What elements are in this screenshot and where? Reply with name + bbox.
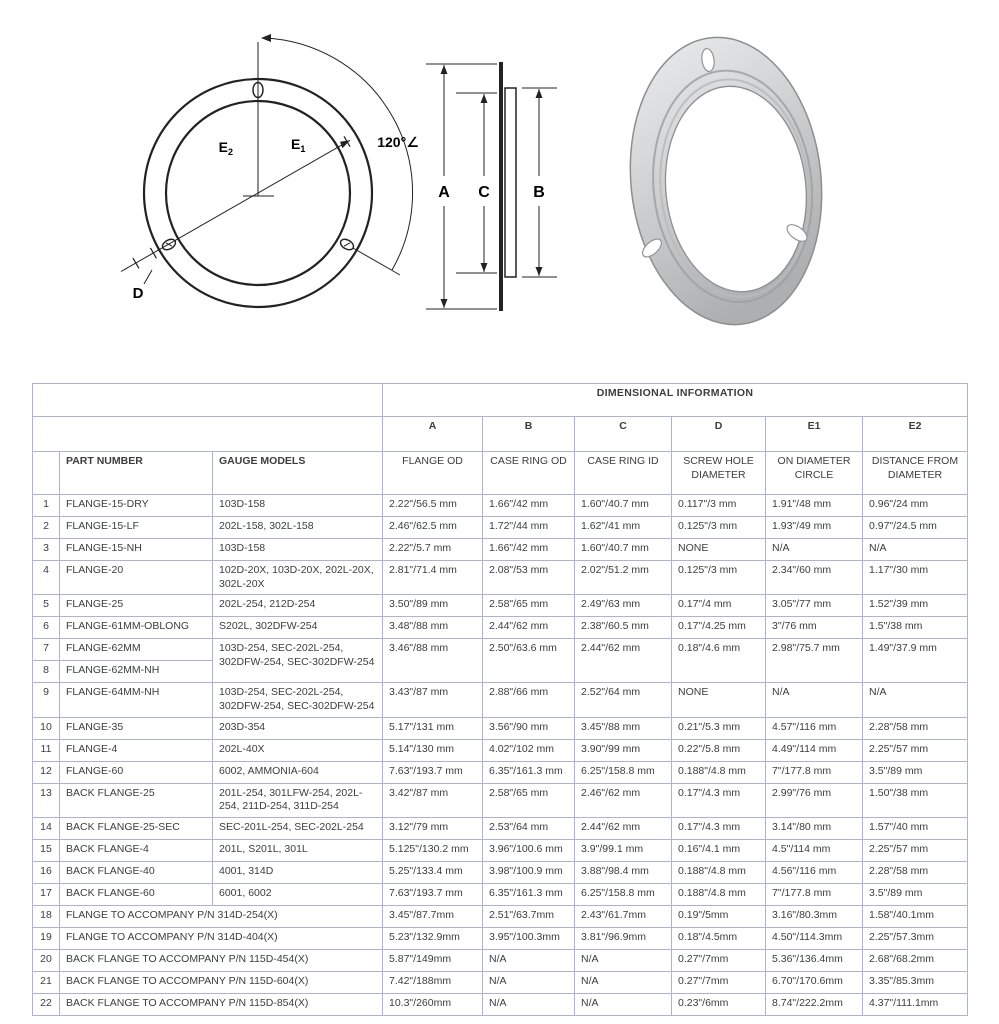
dim-b-cell: 3.98"/100.9 mm — [483, 861, 575, 883]
col-desc-c: CASE RING ID — [575, 452, 672, 495]
dim-d-cell: 0.17"/4 mm — [672, 595, 766, 617]
dim-e2-cell: 2.28"/58 mm — [863, 861, 968, 883]
table-row — [33, 495, 968, 517]
dim-c-cell: 2.46"/62 mm — [575, 783, 672, 817]
row-number-cell: 6 — [33, 617, 60, 639]
flange-side-view — [426, 62, 557, 311]
col-desc-a: FLANGE OD — [383, 452, 483, 495]
gauge-models-cell: 103D-254, SEC-202L-254, 302DFW-254, SEC-302DFW-254 — [213, 683, 383, 717]
table-row — [33, 783, 968, 817]
dim-a-cell: 5.23"/132.9mm — [383, 927, 483, 949]
row-number-cell: 5 — [33, 595, 60, 617]
dim-c-cell: 1.62"/41 mm — [575, 517, 672, 539]
dim-d-cell: NONE — [672, 683, 766, 717]
dim-c-cell: 2.44"/62 mm — [575, 639, 672, 683]
gauge-models-cell: 6001, 6002 — [213, 883, 383, 905]
dim-d-cell: 0.188"/4.8 mm — [672, 761, 766, 783]
dim-a-cell: 5.25"/133.4 mm — [383, 861, 483, 883]
part-number-cell: BACK FLANGE TO ACCOMPANY P/N 115D-604(X) — [60, 971, 383, 993]
dim-e1-cell: 3"/76 mm — [766, 617, 863, 639]
dim-c-cell: 3.88"/98.4 mm — [575, 861, 672, 883]
dim-a-cell: 3.50"/89 mm — [383, 595, 483, 617]
dim-c-cell: 2.44"/62 mm — [575, 817, 672, 839]
row-number-cell: 14 — [33, 817, 60, 839]
gauge-models-cell: 201L-254, 301LFW-254, 202L-254, 211D-254, 311D-254 — [213, 783, 383, 817]
dim-label-e1: $E_1$ — [291, 136, 306, 154]
dim-e1-cell: 2.34"/60 mm — [766, 561, 863, 595]
dim-a-cell: 3.12"/79 mm — [383, 817, 483, 839]
table-row — [33, 839, 968, 861]
col-desc-d: SCREW HOLE DIAMETER — [672, 452, 766, 495]
dim-d-cell: 0.27"/7mm — [672, 971, 766, 993]
dim-b-cell: 2.58"/65 mm — [483, 783, 575, 817]
row-number-cell: 22 — [33, 993, 60, 1015]
part-number-cell: FLANGE-20 — [60, 561, 213, 595]
row-number-cell: 17 — [33, 883, 60, 905]
col-letter-b: B — [483, 417, 575, 452]
dim-d-cell: 0.27"/7mm — [672, 949, 766, 971]
gauge-models-header: GAUGE MODELS — [213, 452, 383, 495]
dim-d-cell: 0.18"/4.5mm — [672, 927, 766, 949]
dim-d-cell: 0.117"/3 mm — [672, 495, 766, 517]
dim-b-cell: 4.02"/102 mm — [483, 739, 575, 761]
dim-a-cell: 2.81"/71.4 mm — [383, 561, 483, 595]
part-number-cell: BACK FLANGE-40 — [60, 861, 213, 883]
part-number-cell: BACK FLANGE-4 — [60, 839, 213, 861]
part-number-cell: FLANGE TO ACCOMPANY P/N 314D-254(X) — [60, 905, 383, 927]
dim-e2-cell: 1.49"/37.9 mm — [863, 639, 968, 683]
dim-c-cell: 6.25"/158.8 mm — [575, 761, 672, 783]
dim-a-cell: 10.3"/260mm — [383, 993, 483, 1015]
dim-b-cell: 2.53"/64 mm — [483, 817, 575, 839]
dim-a-cell: 5.17"/131 mm — [383, 717, 483, 739]
dim-c-cell: 3.45"/88 mm — [575, 717, 672, 739]
gauge-models-cell: 201L, S201L, 301L — [213, 839, 383, 861]
dim-a-cell: 5.14"/130 mm — [383, 739, 483, 761]
dim-e2-cell: 3.5"/89 mm — [863, 883, 968, 905]
row-number-cell: 8 — [33, 661, 60, 683]
dim-e1-cell: 6.70"/170.6mm — [766, 971, 863, 993]
dim-d-cell: 0.125"/3 mm — [672, 517, 766, 539]
dim-e1-cell: 4.50"/114.3mm — [766, 927, 863, 949]
gauge-models-cell: 103D-254, SEC-202L-254, 302DFW-254, SEC-302DFW-254 — [213, 639, 383, 683]
dim-label-b: B — [533, 184, 545, 201]
gauge-models-cell: SEC-201L-254, SEC-202L-254 — [213, 817, 383, 839]
col-letter-e2: E2 — [863, 417, 968, 452]
dim-a-cell: 3.43"/87 mm — [383, 683, 483, 717]
gauge-models-cell: 103D-158 — [213, 539, 383, 561]
gauge-models-cell: 103D-158 — [213, 495, 383, 517]
part-number-cell: FLANGE-61MM-OBLONG — [60, 617, 213, 639]
dim-label-d: D — [132, 285, 144, 302]
row-number-cell: 12 — [33, 761, 60, 783]
table-row — [33, 683, 968, 717]
dim-b-cell: 1.66"/42 mm — [483, 495, 575, 517]
dimensional-information-table — [32, 383, 968, 1016]
gauge-models-cell: 6002, AMMONIA-604 — [213, 761, 383, 783]
dim-e1-cell: 8.74"/222.2mm — [766, 993, 863, 1015]
dim-b-cell: 6.35"/161.3 mm — [483, 883, 575, 905]
dim-b-cell: 3.96"/100.6 mm — [483, 839, 575, 861]
part-number-cell: FLANGE-64MM-NH — [60, 683, 213, 717]
dim-b-cell: N/A — [483, 993, 575, 1015]
row-number-cell: 18 — [33, 905, 60, 927]
dimension-table-body — [33, 495, 968, 1016]
table-row — [33, 927, 968, 949]
part-number-cell: FLANGE-35 — [60, 717, 213, 739]
dim-c-cell: 2.49"/63 mm — [575, 595, 672, 617]
dim-c-cell: 3.81"/96.9mm — [575, 927, 672, 949]
dim-a-cell: 3.46"/88 mm — [383, 639, 483, 683]
dim-e1-cell: N/A — [766, 683, 863, 717]
row-number-cell: 1 — [33, 495, 60, 517]
dim-b-cell: 2.08"/53 mm — [483, 561, 575, 595]
dim-d-cell: 0.188"/4.8 mm — [672, 861, 766, 883]
dim-e1-cell: 5.36"/136.4mm — [766, 949, 863, 971]
part-number-cell: FLANGE-15-LF — [60, 517, 213, 539]
gauge-models-cell: 4001, 314D — [213, 861, 383, 883]
row-number-cell: 11 — [33, 739, 60, 761]
dim-e2-cell: 1.17"/30 mm — [863, 561, 968, 595]
dim-label-e2: $E_2$ — [218, 139, 233, 157]
dim-d-cell: 0.21"/5.3 mm — [672, 717, 766, 739]
dim-a-cell: 5.87"/149mm — [383, 949, 483, 971]
dim-a-cell: 3.48"/88 mm — [383, 617, 483, 639]
dim-e2-cell: 2.28"/58 mm — [863, 717, 968, 739]
dim-e2-cell: 4.37"/111.1mm — [863, 993, 968, 1015]
dim-b-cell: N/A — [483, 971, 575, 993]
part-number-cell: FLANGE-60 — [60, 761, 213, 783]
dim-d-cell: 0.17"/4.25 mm — [672, 617, 766, 639]
dim-e1-cell: 1.93"/49 mm — [766, 517, 863, 539]
table-row — [33, 595, 968, 617]
row-number-cell: 4 — [33, 561, 60, 595]
col-letter-a: A — [383, 417, 483, 452]
dim-d-cell: 0.22"/5.8 mm — [672, 739, 766, 761]
dim-label-a: A — [438, 184, 450, 201]
dim-e1-cell: 3.14"/80 mm — [766, 817, 863, 839]
dim-c-cell: 1.60"/40.7 mm — [575, 495, 672, 517]
dim-a-cell: 7.42"/188mm — [383, 971, 483, 993]
dim-e1-cell: N/A — [766, 539, 863, 561]
table-row — [33, 861, 968, 883]
row-number-cell: 19 — [33, 927, 60, 949]
dim-b-cell: 1.72"/44 mm — [483, 517, 575, 539]
dim-e1-cell: 3.05"/77 mm — [766, 595, 863, 617]
dim-b-cell: 2.58"/65 mm — [483, 595, 575, 617]
dim-a-cell: 2.46"/62.5 mm — [383, 517, 483, 539]
dim-e1-cell: 7"/177.8 mm — [766, 761, 863, 783]
dim-a-cell: 3.42"/87 mm — [383, 783, 483, 817]
dim-a-cell: 5.125"/130.2 mm — [383, 839, 483, 861]
table-row — [33, 517, 968, 539]
screw-hole-lower-right — [339, 237, 356, 252]
row-number-cell: 16 — [33, 861, 60, 883]
header-spacer — [33, 384, 383, 417]
col-desc-e2: DISTANCE FROM DIAMETER — [863, 452, 968, 495]
table-row — [33, 639, 968, 661]
table-row — [33, 971, 968, 993]
table-row — [33, 617, 968, 639]
dim-a-cell: 2.22"/56.5 mm — [383, 495, 483, 517]
table-row — [33, 761, 968, 783]
table-row — [33, 717, 968, 739]
table-row — [33, 561, 968, 595]
col-letter-d: D — [672, 417, 766, 452]
table-row — [33, 905, 968, 927]
dim-c-cell: 2.52"/64 mm — [575, 683, 672, 717]
table-row — [33, 993, 968, 1015]
flange-front-view — [121, 34, 419, 307]
dim-e2-cell: 3.5"/89 mm — [863, 761, 968, 783]
gauge-models-cell: 203D-354 — [213, 717, 383, 739]
part-number-cell: FLANGE-15-NH — [60, 539, 213, 561]
row-number-cell: 13 — [33, 783, 60, 817]
dim-b-cell: 6.35"/161.3 mm — [483, 761, 575, 783]
dim-e2-cell: 1.52"/39 mm — [863, 595, 968, 617]
dim-e2-cell: 2.68"/68.2mm — [863, 949, 968, 971]
dim-e1-cell: 2.98"/75.7 mm — [766, 639, 863, 683]
dim-label-c: C — [478, 184, 490, 201]
part-number-header: PART NUMBER — [60, 452, 213, 495]
part-number-cell: FLANGE-25 — [60, 595, 213, 617]
dim-e2-cell: 2.25"/57 mm — [863, 839, 968, 861]
dim-e2-cell: 1.5"/38 mm — [863, 617, 968, 639]
dim-d-cell: 0.19"/5mm — [672, 905, 766, 927]
row-number-cell: 2 — [33, 517, 60, 539]
col-letter-c: C — [575, 417, 672, 452]
dim-d-cell: 0.17"/4.3 mm — [672, 817, 766, 839]
dim-e2-cell: 2.25"/57 mm — [863, 739, 968, 761]
dim-e1-cell: 2.99"/76 mm — [766, 783, 863, 817]
dim-e2-cell: 1.50"/38 mm — [863, 783, 968, 817]
dim-c-cell: 2.02"/51.2 mm — [575, 561, 672, 595]
part-number-cell: BACK FLANGE-60 — [60, 883, 213, 905]
dim-b-cell: 2.50"/63.6 mm — [483, 639, 575, 683]
dim-b-cell: 2.44"/62 mm — [483, 617, 575, 639]
gauge-models-cell: S202L, 302DFW-254 — [213, 617, 383, 639]
dim-e1-cell: 4.56"/116 mm — [766, 861, 863, 883]
dim-d-cell: 0.18"/4.6 mm — [672, 639, 766, 683]
part-number-cell: FLANGE-15-DRY — [60, 495, 213, 517]
dim-a-cell: 7.63"/193.7 mm — [383, 761, 483, 783]
dim-b-cell: 3.56"/90 mm — [483, 717, 575, 739]
table-row — [33, 739, 968, 761]
dim-d-cell: NONE — [672, 539, 766, 561]
row-number-cell: 21 — [33, 971, 60, 993]
dim-e1-cell: 1.91"/48 mm — [766, 495, 863, 517]
header-spacer — [33, 417, 383, 452]
dim-b-cell: 3.95"/100.3mm — [483, 927, 575, 949]
dim-e2-cell: 1.58"/40.1mm — [863, 905, 968, 927]
row-number-cell: 9 — [33, 683, 60, 717]
gauge-models-cell: 102D-20X, 103D-20X, 202L-20X, 302L-20X — [213, 561, 383, 595]
row-number-header — [33, 452, 60, 495]
dim-e2-cell: 2.25"/57.3mm — [863, 927, 968, 949]
row-number-cell: 3 — [33, 539, 60, 561]
dim-e1-cell: 4.49"/114 mm — [766, 739, 863, 761]
dim-c-cell: 3.90"/99 mm — [575, 739, 672, 761]
dim-e1-cell: 4.57"/116 mm — [766, 717, 863, 739]
table-row — [33, 949, 968, 971]
dim-e2-cell: 0.96"/24 mm — [863, 495, 968, 517]
row-number-cell: 7 — [33, 639, 60, 661]
dim-e1-cell: 3.16"/80.3mm — [766, 905, 863, 927]
gauge-models-cell: 202L-254, 212D-254 — [213, 595, 383, 617]
gauge-models-cell: 202L-40X — [213, 739, 383, 761]
flange-photo — [616, 28, 835, 334]
dim-e1-cell: 4.5"/114 mm — [766, 839, 863, 861]
dim-e2-cell: N/A — [863, 539, 968, 561]
part-number-cell: BACK FLANGE-25-SEC — [60, 817, 213, 839]
angle-label: 120°∠ — [377, 134, 419, 150]
dim-b-cell: N/A — [483, 949, 575, 971]
row-number-cell: 15 — [33, 839, 60, 861]
dim-b-cell: 1.66"/42 mm — [483, 539, 575, 561]
row-number-cell: 20 — [33, 949, 60, 971]
dim-d-cell: 0.188"/4.8 mm — [672, 883, 766, 905]
row-number-cell: 10 — [33, 717, 60, 739]
dim-b-cell: 2.51"/63.7mm — [483, 905, 575, 927]
dim-e2-cell: N/A — [863, 683, 968, 717]
dim-c-cell: N/A — [575, 993, 672, 1015]
dim-d-cell: 0.16"/4.1 mm — [672, 839, 766, 861]
table-row — [33, 883, 968, 905]
dim-c-cell: N/A — [575, 971, 672, 993]
table-row — [33, 539, 968, 561]
table-row — [33, 817, 968, 839]
dim-d-cell: 0.23"/6mm — [672, 993, 766, 1015]
dim-e2-cell: 1.57"/40 mm — [863, 817, 968, 839]
dim-c-cell: 1.60"/40.7 mm — [575, 539, 672, 561]
part-number-cell: FLANGE TO ACCOMPANY P/N 314D-404(X) — [60, 927, 383, 949]
gauge-models-cell: 202L-158, 302L-158 — [213, 517, 383, 539]
part-number-cell: BACK FLANGE TO ACCOMPANY P/N 115D-854(X) — [60, 993, 383, 1015]
col-desc-e1: ON DIAMETER CIRCLE — [766, 452, 863, 495]
dim-c-cell: 6.25"/158.8 mm — [575, 883, 672, 905]
part-number-cell: FLANGE-4 — [60, 739, 213, 761]
dim-e1-cell: 7"/177.8 mm — [766, 883, 863, 905]
part-number-cell: BACK FLANGE TO ACCOMPANY P/N 115D-454(X) — [60, 949, 383, 971]
col-desc-b: CASE RING OD — [483, 452, 575, 495]
table-title: DIMENSIONAL INFORMATION — [383, 384, 968, 417]
col-letter-e1: E1 — [766, 417, 863, 452]
dim-a-cell: 7.63"/193.7 mm — [383, 883, 483, 905]
dim-d-cell: 0.125"/3 mm — [672, 561, 766, 595]
part-number-cell: FLANGE-62MM-NH — [60, 661, 213, 683]
dim-a-cell: 2.22"/5.7 mm — [383, 539, 483, 561]
part-number-cell: FLANGE-62MM — [60, 639, 213, 661]
dim-c-cell: 2.43"/61.7mm — [575, 905, 672, 927]
dim-a-cell: 3.45"/87.7mm — [383, 905, 483, 927]
dim-e2-cell: 3.35"/85.3mm — [863, 971, 968, 993]
part-number-cell: BACK FLANGE-25 — [60, 783, 213, 817]
dim-c-cell: 3.9"/99.1 mm — [575, 839, 672, 861]
dim-d-cell: 0.17"/4.3 mm — [672, 783, 766, 817]
dim-b-cell: 2.88"/66 mm — [483, 683, 575, 717]
technical-drawing — [0, 0, 999, 370]
dim-e2-cell: 0.97"/24.5 mm — [863, 517, 968, 539]
dim-c-cell: 2.38"/60.5 mm — [575, 617, 672, 639]
dim-c-cell: N/A — [575, 949, 672, 971]
